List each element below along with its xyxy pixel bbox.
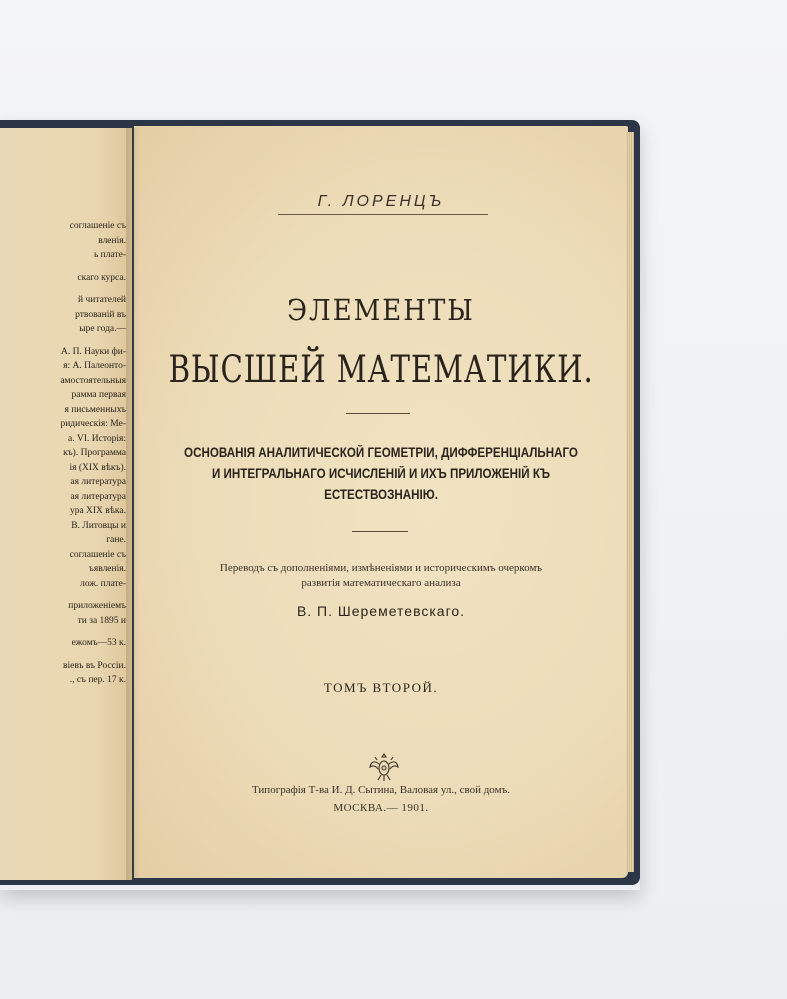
left-page-line: ридическія: Ме- <box>60 419 126 429</box>
left-page-line: й читателей <box>78 295 126 305</box>
left-page-line: рамма первая <box>71 390 126 400</box>
author-name: Г. ЛОРЕНЦЪ <box>317 193 445 210</box>
left-page-line: ежомъ—53 к. <box>71 638 126 648</box>
left-page-line: ія (XIX вѣкъ). <box>69 462 126 473</box>
left-page-line: я письменныхъ <box>64 404 126 415</box>
subtitle-line1: ОСНОВАНІЯ АНАЛИТИЧЕСКОЙ ГЕОМЕТРІИ, ДИФФЕРЕНЦІАЛЬНАГО <box>184 445 578 460</box>
left-page-line: приложеніемъ <box>68 601 126 611</box>
left-page-line: вленія. <box>98 235 126 246</box>
left-page-line: ыре года.— <box>79 324 126 334</box>
subtitle-divider <box>352 531 408 532</box>
left-page-line: амостоятельныя <box>60 375 126 386</box>
book-title-line1: ЭЛЕМЕНТЫ <box>287 294 475 328</box>
left-page-line: віевъ въ Россіи. <box>63 660 126 671</box>
page-gutter <box>126 128 140 880</box>
left-page-line: я: А. Палеонто- <box>63 361 126 371</box>
left-page-line: ура XIX вѣка. <box>69 506 126 516</box>
volume-label: ТОМЪ ВТОРОЙ. <box>323 680 439 695</box>
left-page-line: ти за 1895 и <box>77 615 126 626</box>
page-edges <box>626 132 634 872</box>
translation-line2: развитія математическаго анализа <box>301 577 461 589</box>
left-page-line: соглашеніе съ <box>69 221 126 231</box>
left-page-line: В. Литовцы и <box>71 520 126 531</box>
left-page-line: а. VI. Исторія: <box>68 433 126 444</box>
translator-name: В. П. Шереметевскаго. <box>296 603 466 619</box>
left-page-line: ъявленія. <box>88 564 126 574</box>
left-page-line: гане. <box>106 535 126 545</box>
subtitle-line3: ЕСТЕСТВОЗНАНІЮ. <box>324 487 438 502</box>
left-page-line: ртвованій въ <box>75 309 126 320</box>
left-page-line: скаго курса. <box>77 272 126 283</box>
left-page-line: лож. плате- <box>80 578 126 589</box>
title-divider <box>346 413 410 414</box>
author-rule <box>278 214 488 215</box>
translation-line1: Переводъ съ дополненіями, измѣненіями и историческимъ очеркомъ <box>219 562 543 574</box>
book-title-line2: ВЫСШЕЙ МАТЕМАТИКИ. <box>168 348 594 392</box>
printer-imprint: Типографія Т-ва И. Д. Сытина, Валовая ул., свой домъ. <box>251 784 511 796</box>
double-headed-eagle-icon <box>367 750 401 784</box>
left-page <box>0 128 132 880</box>
subtitle-line2: И ИНТЕГРАЛЬНАГО ИСЧИСЛЕНІЙ И ИХЪ ПРИЛОЖЕНІЙ КЪ <box>211 466 551 481</box>
left-page-line: ая литература <box>70 477 126 487</box>
left-page-line: къ). Программа <box>63 448 126 458</box>
left-page-line: А. П. Науки фи- <box>60 346 126 357</box>
left-page-line: ь плате- <box>93 250 126 260</box>
left-page-line: ., съ пер. 17 к. <box>69 675 126 685</box>
city-year: МОСКВА.— 1901. <box>333 802 429 814</box>
left-page-line: ая литература <box>70 491 126 502</box>
left-page-line: соглашеніе съ <box>69 549 126 560</box>
